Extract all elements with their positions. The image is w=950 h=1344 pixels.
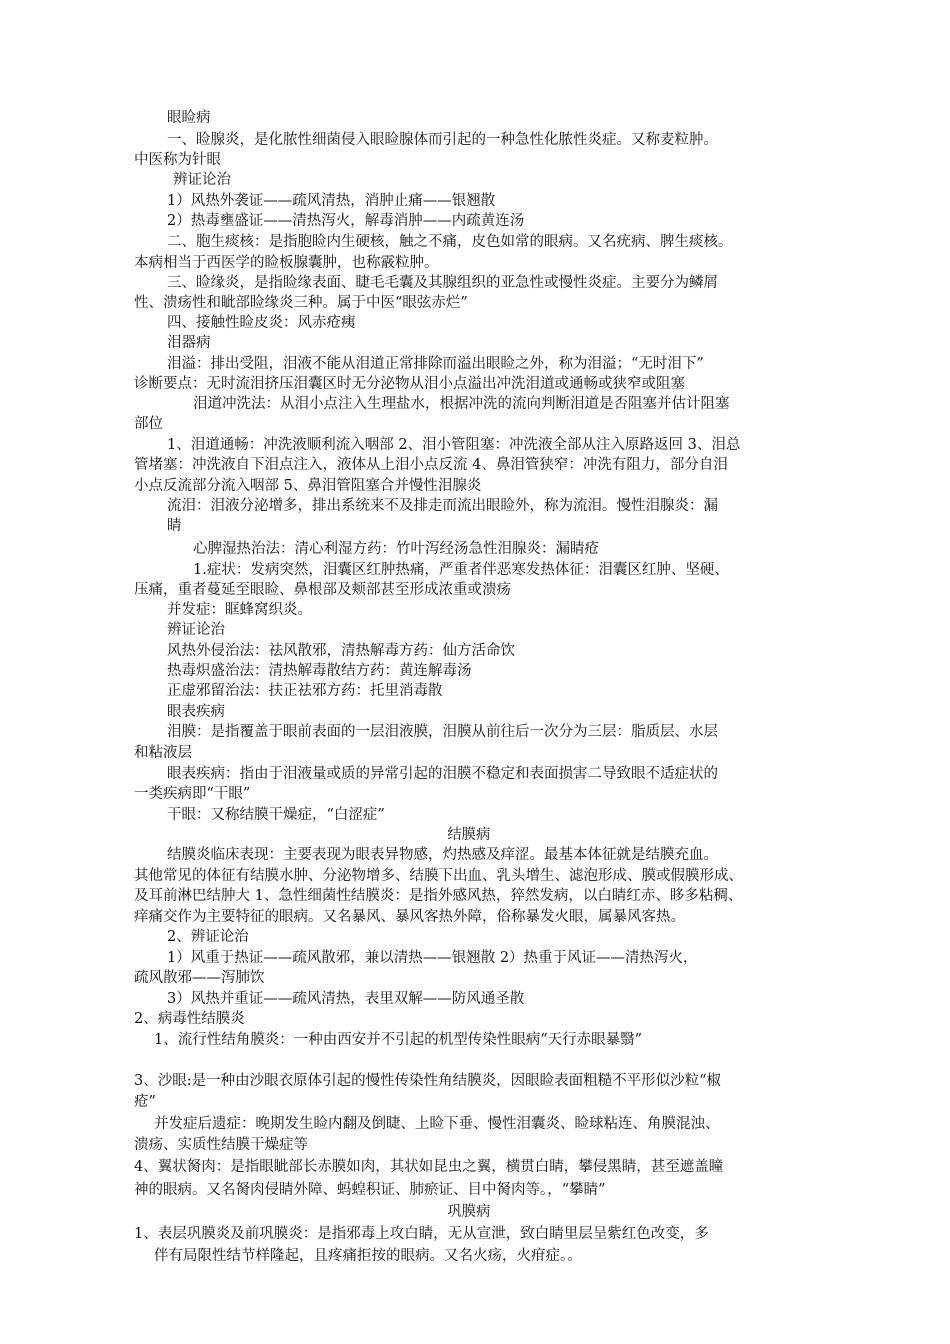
text-line: 四、接触性睑皮炎：风赤疮痍 bbox=[167, 315, 356, 331]
text-line: 3）风热并重证——疏风清热，表里双解——防风通圣散 bbox=[167, 991, 525, 1007]
text-line: 小点反流部分流入咽部 5、鼻泪管阻塞合并慢性泪腺炎 bbox=[134, 478, 482, 494]
text-line: 溃疡、实质性结膜干燥症等 bbox=[134, 1137, 308, 1153]
text-line: 并发症后遗症：晚期发生睑内翻及倒睫、上睑下垂、慢性泪囊炎、睑球粘连、角膜混浊、 bbox=[154, 1116, 720, 1132]
section-heading: 巩膜病 bbox=[447, 1204, 491, 1220]
text-line: 1、表层巩膜炎及前巩膜炎：是指邪毒上攻白睛，无从宣泄，致白睛里层呈紫红色改变，多 bbox=[134, 1226, 709, 1242]
text-line: 及耳前淋巴结肿大 1、急性细菌性结膜炎：是指外感风热，猝然发病，以白睛红赤、眵多粘稠、 bbox=[134, 888, 743, 904]
text-line: 眼表疾病：指由于泪液量或质的异常引起的泪膜不稳定和表面损害二导致眼不适症状的 bbox=[167, 766, 718, 782]
text-line: 风热外侵治法：祛风散邪，清热解毒方药：仙方活命饮 bbox=[167, 643, 515, 659]
section-heading: 眼睑病 bbox=[167, 110, 211, 126]
subheading: 2、病毒性结膜炎 bbox=[134, 1011, 245, 1027]
text-line: 正虚邪留治法：扶正祛邪方药：托里消毒散 bbox=[167, 683, 443, 699]
section-heading: 结膜病 bbox=[447, 827, 491, 843]
text-line: 1、泪道通畅：冲洗液顺利流入咽部 2、泪小管阻塞：冲洗液全部从注入原路返回 3、泪总 bbox=[167, 437, 741, 453]
text-line: 伴有局限性结节样隆起，且疼痛拒按的眼病。又名火疡，火疳症。。 bbox=[154, 1248, 582, 1264]
text-line: 性、溃疡性和眦部睑缘炎三种。属于中医“眼弦赤烂” bbox=[134, 295, 468, 311]
text-line: 三、睑缘炎，是指睑缘表面、睫毛毛囊及其腺组织的亚急性或慢性炎症。主要分为鳞屑 bbox=[167, 275, 718, 291]
text-line: 1、流行性结角膜炎：一种由西安并不引起的机型传染性眼病“天行赤眼暴翳” bbox=[154, 1032, 643, 1048]
text-line: 泪道冲洗法：从泪小点注入生理盐水，根据冲洗的流向判断泪道是否阻塞并估计阻塞 bbox=[193, 396, 730, 412]
text-line: 1）风重于热证——疏风散邪，兼以清热——银翘散 2）热重于风证——清热泻火， bbox=[167, 950, 698, 966]
text-line: 流泪：泪液分泌增多，排出系统来不及排走而流出眼睑外，称为流泪。慢性泪腺炎：漏 bbox=[167, 498, 718, 514]
text-line: 部位 bbox=[134, 416, 163, 432]
text-line: 睛 bbox=[167, 518, 182, 534]
text-line: 1）风热外袭证——疏风清热，消肿止痛——银翘散 bbox=[167, 193, 496, 209]
text-line: 干眼：又称结膜干燥症，“白涩症” bbox=[167, 807, 385, 823]
section-heading: 眼表疾病 bbox=[167, 704, 225, 720]
text-line: 一、睑腺炎，是化脓性细菌侵入眼睑腺体而引起的一种急性化脓性炎症。又称麦粒肿。 bbox=[167, 132, 718, 148]
text-line: 压痛，重者蔓延至眼睑、鼻根部及颊部甚至形成浓重或溃疡 bbox=[134, 582, 511, 598]
text-line: 1.症状：发病突然，泪囊区红肿热痛，严重者伴恶寒发热体征：泪囊区红肿、坚硬、 bbox=[193, 562, 729, 578]
text-line: 其他常见的体征有结膜水肿、分泌物增多、结膜下出血、乳头增生、滤泡形成、膜或假膜形成、 bbox=[134, 868, 743, 884]
text-line: 管堵塞：冲洗液自下泪点注入，液体从上泪小点反流 4、鼻泪管狭窄：冲洗有阻力，部分自泪 bbox=[134, 457, 728, 473]
text-line: 心脾湿热治法：清心利湿方药：竹叶泻经汤急性泪腺炎：漏睛疮 bbox=[193, 541, 599, 557]
text-line: 痒痛交作为主要特征的眼病。又名暴风、暴风客热外障，俗称暴发火眼，属暴风客热。 bbox=[134, 909, 685, 925]
text-line: 疮” bbox=[134, 1094, 156, 1110]
text-line: 泪溢：排出受阻，泪液不能从泪道正常排除而溢出眼睑之外，称为泪溢；“无时泪下” bbox=[167, 356, 704, 372]
text-line: 中医称为针眼 bbox=[134, 152, 221, 168]
section-heading: 泪器病 bbox=[167, 335, 211, 351]
subheading: 辨证论治 bbox=[173, 172, 231, 188]
text-line: 4、翼状胬肉：是指眼眦部长赤膜如肉，其状如昆虫之翼，横贯白睛，攀侵黑睛，甚至遮盖瞳 bbox=[134, 1159, 724, 1175]
text-line: 热毒炽盛治法：清热解毒散结方药：黄连解毒汤 bbox=[167, 663, 472, 679]
text-line: 神的眼病。又名胬肉侵睛外障、蚂蝗积证、肺瘀证、目中胬肉等。，“攀睛” bbox=[134, 1182, 606, 1198]
subheading: 辨证论治 bbox=[167, 622, 225, 638]
text-line: 和粘液层 bbox=[134, 745, 192, 761]
text-line: 泪膜：是指覆盖于眼前表面的一层泪液膜，泪膜从前往后一次分为三层：脂质层、水层 bbox=[167, 724, 718, 740]
text-line: 一类疾病即“干眼” bbox=[134, 786, 251, 802]
subheading: 2、辨证论治 bbox=[167, 929, 249, 945]
text-line: 并发症：眶蜂窝织炎。 bbox=[167, 602, 312, 618]
text-line: 3、沙眼:是一种由沙眼衣原体引起的慢性传染性角结膜炎，因眼睑表面粗糙不平形似沙粒“椒 bbox=[134, 1073, 722, 1089]
text-line: 诊断要点：无时流泪挤压泪囊区时无分泌物从泪小点溢出冲洗泪道或通畅或狭窄或阻塞 bbox=[134, 376, 685, 392]
text-line: 疏风散邪——泻肺饮 bbox=[134, 970, 265, 986]
text-line: 本病相当于西医学的睑板腺囊肿，也称霰粒肿。 bbox=[134, 255, 439, 271]
text-line: 2）热毒壅盛证——清热泻火，解毒消肿——内疏黄连汤 bbox=[167, 213, 525, 229]
text-line: 结膜炎临床表现：主要表现为眼表异物感，灼热感及痒涩。最基本体征就是结膜充血。 bbox=[167, 847, 718, 863]
text-line: 二、胞生痰核：是指胞睑内生硬核，触之不痛，皮色如常的眼病。又名疣病、脾生痰核。 bbox=[167, 234, 733, 250]
